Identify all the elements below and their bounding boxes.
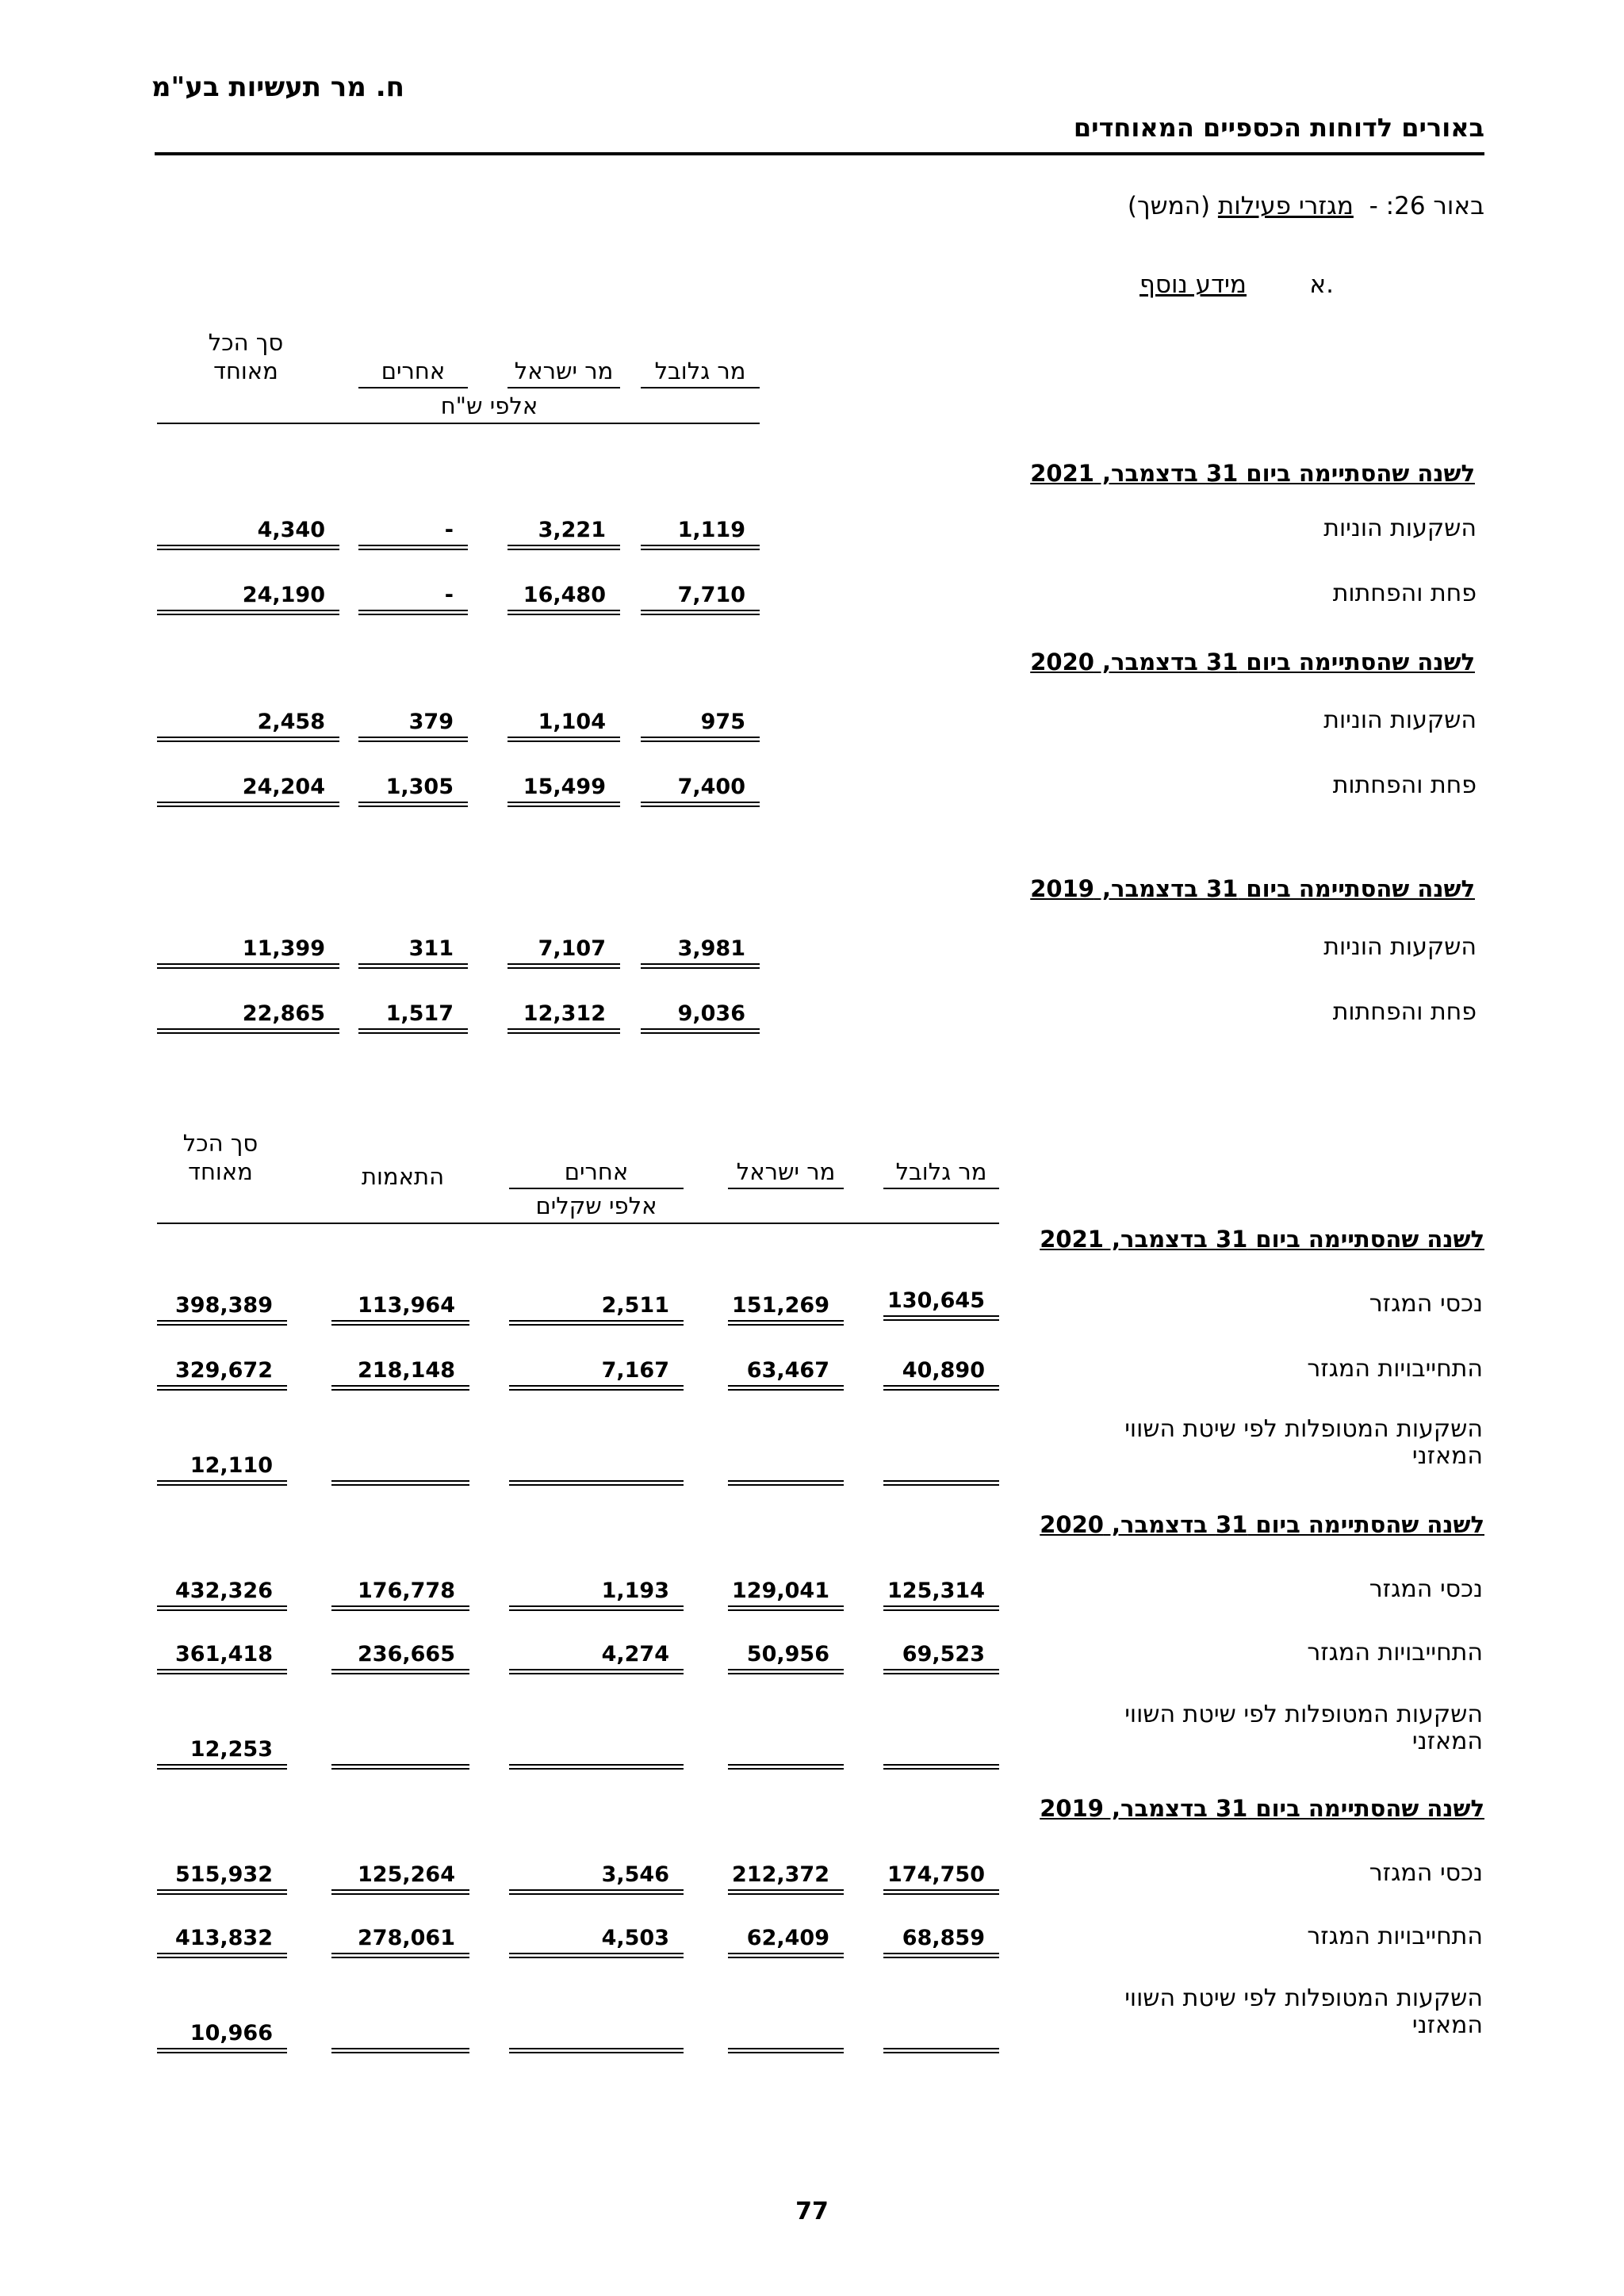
note-name: מגזרי פעילות bbox=[1217, 192, 1354, 220]
col-header-mar-israel: מר ישראל bbox=[728, 1158, 844, 1189]
col-header-total-line2: מאוחד bbox=[188, 1158, 253, 1185]
cell-value bbox=[883, 1735, 999, 1770]
cell-value: 413,832 bbox=[157, 1923, 287, 1958]
units-label: אלפי ש"ח bbox=[440, 392, 538, 419]
col-header-mar-israel: מר ישראל bbox=[508, 357, 620, 388]
col-header-adjustments: התאמות bbox=[361, 1163, 445, 1190]
col-header-total-line1: סך הכל bbox=[182, 1130, 259, 1157]
cell-value: 40,890 bbox=[883, 1356, 999, 1391]
cell-value: 1,104 bbox=[508, 707, 620, 742]
cell-value: 361,418 bbox=[157, 1640, 287, 1674]
cell-value: 125,264 bbox=[331, 1860, 469, 1895]
section-title: מידע נוסף bbox=[1139, 270, 1247, 299]
cell-value bbox=[331, 2019, 469, 2053]
col-header-mar-global: מר גלובל bbox=[641, 357, 760, 388]
row-label-equity-investments: השקעות המטופלות לפי שיטת השווי bbox=[1124, 1984, 1483, 2012]
year-label-2020: לשנה שהסתיימה ביום 31 בדצמבר, 2020 bbox=[1040, 1511, 1484, 1538]
col-header-total-line1: סך הכל bbox=[208, 329, 284, 356]
row-label-segment-assets: נכסי המגזר bbox=[1369, 1575, 1483, 1603]
col-header-mar-global: מר גלובל bbox=[883, 1158, 999, 1189]
note-prefix: באור 26: - bbox=[1369, 192, 1484, 220]
col-header-total-line2: מאוחד bbox=[213, 358, 278, 385]
cell-value: 1,119 bbox=[641, 515, 760, 550]
cell-value: 22,865 bbox=[157, 999, 339, 1034]
cell-value: 7,400 bbox=[641, 772, 760, 807]
cell-value bbox=[883, 1451, 999, 1486]
year-label-2019: לשנה שהסתיימה ביום 31 בדצמבר, 2019 bbox=[1040, 1795, 1484, 1822]
cell-value: 7,710 bbox=[641, 580, 760, 615]
cell-value: 16,480 bbox=[508, 580, 620, 615]
cell-value: 3,546 bbox=[509, 1860, 684, 1895]
row-label-segment-liabilities: התחייבויות המגזר bbox=[1307, 1355, 1483, 1383]
cell-value: 10,966 bbox=[157, 2019, 287, 2053]
cell-value: - bbox=[358, 515, 468, 550]
header-rule bbox=[157, 1223, 999, 1224]
cell-value: 151,269 bbox=[728, 1291, 844, 1326]
row-label-equity-investments-line2: המאזני bbox=[1411, 2011, 1483, 2039]
cell-value: 129,041 bbox=[728, 1576, 844, 1611]
cell-value: 176,778 bbox=[331, 1576, 469, 1611]
cell-value: 3,221 bbox=[508, 515, 620, 550]
document-subject: באורים לדוחות הכספיים המאוחדים bbox=[1073, 113, 1484, 143]
cell-value: 975 bbox=[641, 707, 760, 742]
note-title bbox=[1128, 192, 1484, 220]
cell-value bbox=[728, 1451, 844, 1486]
col-header-others: אחרים bbox=[509, 1158, 684, 1189]
cell-value: 398,389 bbox=[157, 1291, 287, 1326]
row-label-segment-assets: נכסי המגזר bbox=[1369, 1859, 1483, 1887]
row-label-segment-assets: נכסי המגזר bbox=[1369, 1290, 1483, 1318]
cell-value: 432,326 bbox=[157, 1576, 287, 1611]
cell-value: 24,204 bbox=[157, 772, 339, 807]
cell-value: 63,467 bbox=[728, 1356, 844, 1391]
year-label-2020: לשנה שהסתיימה ביום 31 בדצמבר, 2020 bbox=[1030, 649, 1475, 675]
col-header-others: אחרים bbox=[358, 357, 468, 388]
row-label-capex: השקעות הוניות bbox=[1323, 515, 1477, 542]
cell-value: 174,750 bbox=[883, 1860, 999, 1895]
cell-value: 329,672 bbox=[157, 1356, 287, 1391]
cell-value: - bbox=[358, 580, 468, 615]
cell-value: 12,312 bbox=[508, 999, 620, 1034]
cell-value: 50,956 bbox=[728, 1640, 844, 1674]
note-suffix: (המשך) bbox=[1127, 192, 1211, 220]
cell-value: 68,859 bbox=[883, 1923, 999, 1958]
cell-value bbox=[509, 1451, 684, 1486]
year-label-2021: לשנה שהסתיימה ביום 31 בדצמבר, 2021 bbox=[1030, 460, 1475, 487]
company-name: ח. מר תעשיות בע"מ bbox=[151, 71, 404, 103]
cell-value: 3,981 bbox=[641, 934, 760, 969]
cell-value: 278,061 bbox=[331, 1923, 469, 1958]
row-label-equity-investments-line2: המאזני bbox=[1411, 1442, 1483, 1470]
cell-value: 2,458 bbox=[157, 707, 339, 742]
cell-value: 15,499 bbox=[508, 772, 620, 807]
year-label-2019: לשנה שהסתיימה ביום 31 בדצמבר, 2019 bbox=[1030, 875, 1475, 902]
header-rule bbox=[157, 423, 760, 424]
cell-value: 9,036 bbox=[641, 999, 760, 1034]
cell-value: 130,645 bbox=[883, 1286, 999, 1321]
cell-value bbox=[509, 2019, 684, 2053]
cell-value: 311 bbox=[358, 934, 468, 969]
cell-value bbox=[331, 1735, 469, 1770]
row-label-equity-investments: השקעות המטופלות לפי שיטת השווי bbox=[1124, 1415, 1483, 1443]
row-label-capex: השקעות הוניות bbox=[1323, 933, 1477, 961]
cell-value bbox=[728, 2019, 844, 2053]
units-label: אלפי שקלים bbox=[535, 1192, 657, 1219]
cell-value: 4,503 bbox=[509, 1923, 684, 1958]
cell-value: 125,314 bbox=[883, 1576, 999, 1611]
row-label-segment-liabilities: התחייבויות המגזר bbox=[1307, 1639, 1483, 1667]
row-label-depreciation: פחת והפחתות bbox=[1332, 580, 1477, 607]
cell-value: 24,190 bbox=[157, 580, 339, 615]
cell-value: 1,193 bbox=[509, 1576, 684, 1611]
cell-value: 1,517 bbox=[358, 999, 468, 1034]
cell-value: 113,964 bbox=[331, 1291, 469, 1326]
cell-value: 236,665 bbox=[331, 1640, 469, 1674]
cell-value: 12,110 bbox=[157, 1451, 287, 1486]
row-label-equity-investments-line2: המאזני bbox=[1411, 1728, 1483, 1755]
cell-value: 12,253 bbox=[157, 1735, 287, 1770]
row-label-equity-investments: השקעות המטופלות לפי שיטת השווי bbox=[1124, 1701, 1483, 1728]
cell-value: 7,107 bbox=[508, 934, 620, 969]
cell-value bbox=[728, 1735, 844, 1770]
cell-value: 7,167 bbox=[509, 1356, 684, 1391]
header-divider bbox=[155, 152, 1484, 155]
row-label-capex: השקעות הוניות bbox=[1323, 706, 1477, 734]
section-marker: א. bbox=[1309, 270, 1334, 299]
cell-value: 4,340 bbox=[157, 515, 339, 550]
cell-value: 11,399 bbox=[157, 934, 339, 969]
cell-value: 515,932 bbox=[157, 1860, 287, 1895]
cell-value bbox=[331, 1451, 469, 1486]
cell-value: 4,274 bbox=[509, 1640, 684, 1674]
page-number: 77 bbox=[795, 2198, 829, 2225]
cell-value: 1,305 bbox=[358, 772, 468, 807]
row-label-segment-liabilities: התחייבויות המגזר bbox=[1307, 1923, 1483, 1950]
cell-value bbox=[883, 2019, 999, 2053]
cell-value bbox=[509, 1735, 684, 1770]
cell-value: 379 bbox=[358, 707, 468, 742]
year-label-2021: לשנה שהסתיימה ביום 31 בדצמבר, 2021 bbox=[1040, 1226, 1484, 1253]
row-label-depreciation: פחת והפחתות bbox=[1332, 771, 1477, 799]
cell-value: 62,409 bbox=[728, 1923, 844, 1958]
cell-value: 2,511 bbox=[509, 1291, 684, 1326]
cell-value: 218,148 bbox=[331, 1356, 469, 1391]
cell-value: 212,372 bbox=[728, 1860, 844, 1895]
cell-value: 69,523 bbox=[883, 1640, 999, 1674]
row-label-depreciation: פחת והפחתות bbox=[1332, 998, 1477, 1026]
